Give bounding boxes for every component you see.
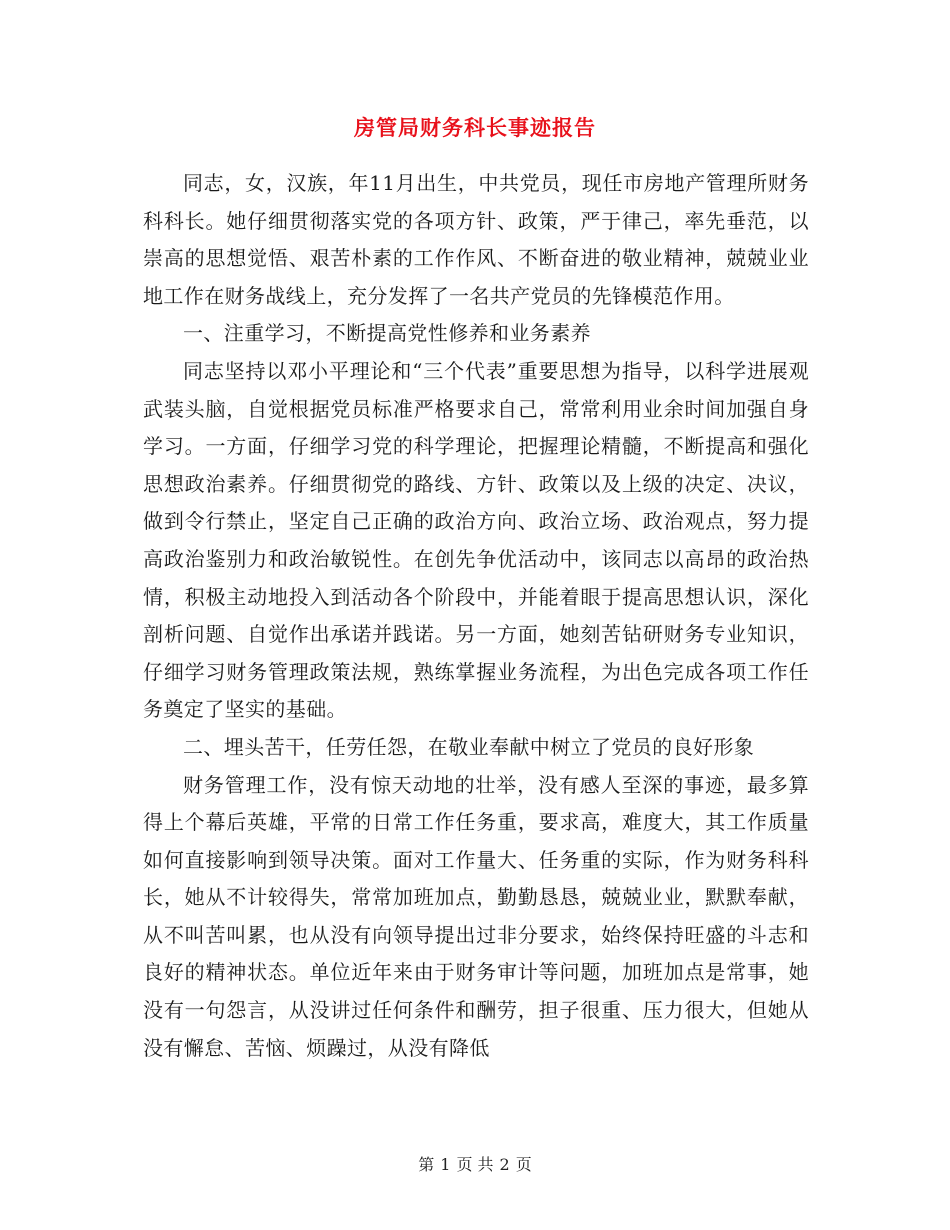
- footer-prefix: 第: [418, 1155, 435, 1174]
- paragraph-intro: 同志，女，汉族，年11月出生，中共党员，现任市房地产管理所财务科科长。她仔细贯彻落实党的各项方针、政策，严于律己，率先垂范，以崇高的思想觉悟、艰苦朴素的工作作风、不断奋进的敬业精神，兢兢业业地工作在财务战线上，充分发挥了一名共产党员的先锋模范作用。: [143, 171, 809, 308]
- footer-page-number: 1: [440, 1155, 451, 1174]
- section-heading-1: 一、注重学习，不断提高党性修养和业务素养: [183, 321, 591, 346]
- footer-middle: 页 共: [456, 1155, 494, 1174]
- page-footer: [0, 1152, 950, 1175]
- document-body: [143, 165, 809, 1067]
- footer-suffix: 页: [515, 1155, 532, 1174]
- document-title: 房管局财务科长事迹报告: [354, 115, 596, 140]
- footer-total-pages: 2: [499, 1155, 510, 1174]
- section-heading-2: 二、埋头苦干，任劳任怨，在敬业奉献中树立了党员的良好形象: [183, 734, 755, 759]
- paragraph-section-2: 财务管理工作，没有惊天动地的壮举，没有感人至深的事迹，最多算得上个幕后英雄，平常的日常工作任务重，要求高，难度大，其工作质量如何直接影响到领导决策。面对工作量大、任务重的实际，作为财务科科长，她从不计较得失，常常加班加点，勤勤恳恳，兢兢业业，默默奉献，从不叫苦叫累，也从没有向领导提出过非分要求，始终保持旺盛的斗志和良好的精神状态。单位近年来由于财务审计等问题，加班加点是常事，她没有一句怨言，从没讲过任何条件和酬劳，担子很重、压力很大，但她从没有懈怠、苦恼、烦躁过，从没有降低: [143, 772, 809, 1060]
- paragraph-section-1: 同志坚持以邓小平理论和“三个代表”重要思想为指导，以科学进展观武装头脑，自觉根据党员标准严格要求自己，常常利用业余时间加强自身学习。一方面，仔细学习党的科学理论，把握理论精髓，不断提高和强化思想政治素养。仔细贯彻党的路线、方针、政策以及上级的决定、决议，做到令行禁止，坚定自己正确的政治方向、政治立场、政治观点，努力提高政治鉴别力和政治敏锐性。在创先争优活动中，该同志以高昂的政治热情，积极主动地投入到活动各个阶段中，并能着眼于提高思想认识，深化剖析问题、自觉作出承诺并践诺。另一方面，她刻苦钻研财务专业知识，仔细学习财务管理政策法规，熟练掌握业务流程，为出色完成各项工作任务奠定了坚实的基础。: [143, 358, 809, 722]
